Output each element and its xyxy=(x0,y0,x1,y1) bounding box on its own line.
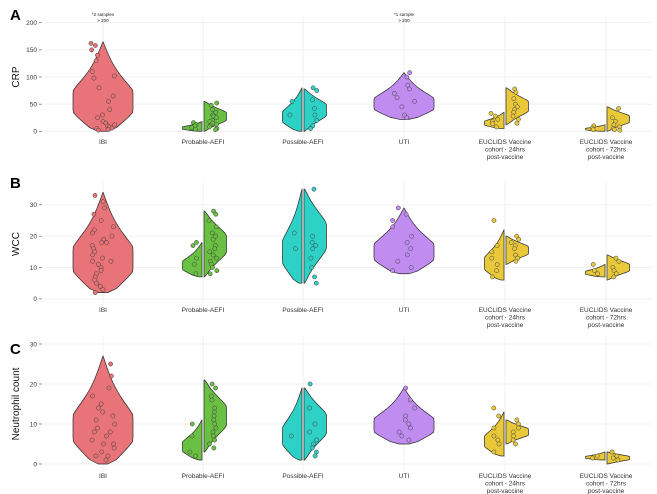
x-tick-label: IBI xyxy=(99,139,107,146)
group-annotation: > 200 xyxy=(97,18,109,23)
violin-body xyxy=(374,73,434,120)
data-point xyxy=(93,193,97,197)
violin-group xyxy=(586,106,630,132)
data-point xyxy=(490,256,494,260)
x-tick-label: EUCLIDS Vaccine xyxy=(478,473,532,480)
data-point xyxy=(307,406,311,410)
data-point xyxy=(496,438,500,442)
violin-left-half xyxy=(283,88,303,131)
data-point xyxy=(405,116,409,120)
data-point xyxy=(191,243,195,247)
data-point xyxy=(215,269,219,273)
violin-left-half xyxy=(283,388,303,460)
x-tick-label: cohort - 24hrs xyxy=(484,314,526,322)
data-point xyxy=(497,414,501,418)
data-point xyxy=(106,99,110,103)
violin-group xyxy=(374,206,434,274)
data-point xyxy=(89,41,93,45)
data-point xyxy=(111,442,115,446)
x-tick-label: Possible-AEFI xyxy=(282,139,324,146)
data-point xyxy=(311,234,315,238)
data-point xyxy=(112,74,116,78)
y-axis-label: WCC xyxy=(11,232,22,256)
violin-group xyxy=(283,187,327,285)
group-annotation: *1 sample xyxy=(393,12,415,17)
data-point xyxy=(392,91,396,95)
data-point xyxy=(92,212,96,216)
violin-group xyxy=(283,86,327,132)
data-point xyxy=(514,90,518,94)
x-tick-label: post-vaccine xyxy=(486,322,524,329)
data-point xyxy=(313,113,317,117)
y-tick-label: 20 xyxy=(29,233,37,241)
data-point xyxy=(102,206,106,210)
data-point xyxy=(213,128,217,132)
data-point xyxy=(288,113,292,117)
data-point xyxy=(188,450,192,454)
data-point xyxy=(208,250,212,254)
data-point xyxy=(308,382,312,386)
data-point xyxy=(104,434,108,438)
data-point xyxy=(101,287,105,291)
data-point xyxy=(97,406,101,410)
data-point xyxy=(592,269,596,273)
data-point xyxy=(213,422,217,426)
data-point xyxy=(515,121,519,125)
data-point xyxy=(489,111,493,115)
data-point xyxy=(99,218,103,222)
x-tick-label: post-vaccine xyxy=(486,488,524,494)
data-point xyxy=(396,259,400,263)
data-point xyxy=(290,99,294,103)
data-point xyxy=(312,275,316,279)
data-point xyxy=(92,430,96,434)
data-point xyxy=(492,434,496,438)
x-tick-label: Possible-AEFI xyxy=(282,473,324,480)
data-point xyxy=(293,247,297,251)
data-point xyxy=(591,262,595,266)
data-point xyxy=(495,243,499,247)
data-point xyxy=(90,438,94,442)
data-point xyxy=(310,98,314,102)
data-point xyxy=(190,434,194,438)
data-point xyxy=(308,126,312,130)
data-point xyxy=(209,394,213,398)
data-point xyxy=(310,240,314,244)
data-point xyxy=(111,94,115,98)
data-point xyxy=(213,406,217,410)
data-point xyxy=(490,250,494,254)
y-tick-label: 30 xyxy=(29,202,37,210)
data-point xyxy=(211,430,215,434)
data-point xyxy=(107,386,111,390)
y-axis-label: Neutrophil count xyxy=(11,367,22,441)
data-point xyxy=(400,105,404,109)
data-point xyxy=(408,71,412,75)
data-point xyxy=(618,128,622,132)
data-point xyxy=(193,127,197,131)
data-point xyxy=(617,259,621,263)
data-point xyxy=(310,446,314,450)
data-point xyxy=(189,125,193,129)
data-point xyxy=(214,123,218,127)
x-tick-label: post-vaccine xyxy=(587,488,625,494)
data-point xyxy=(497,442,501,446)
data-point xyxy=(495,269,499,273)
panel-C xyxy=(10,336,652,494)
data-point xyxy=(194,240,198,244)
data-point xyxy=(193,454,197,458)
violin-group xyxy=(586,450,630,464)
data-point xyxy=(511,114,515,118)
violin-body xyxy=(73,42,133,132)
x-tick-label: EUCLIDS Vaccine xyxy=(579,307,633,314)
data-point xyxy=(94,418,98,422)
data-point xyxy=(310,265,314,269)
y-tick-label: 10 xyxy=(29,421,37,429)
x-tick-label: Possible-AEFI xyxy=(282,307,324,314)
data-point xyxy=(208,272,212,276)
data-point xyxy=(93,290,97,294)
data-point xyxy=(409,265,413,269)
group-annotation: > 200 xyxy=(398,18,410,23)
violin-group xyxy=(374,386,434,444)
data-point xyxy=(90,48,94,52)
data-point xyxy=(211,237,215,241)
y-tick-label: 20 xyxy=(29,381,37,389)
data-point xyxy=(314,450,318,454)
data-point xyxy=(108,107,112,111)
data-point xyxy=(314,281,318,285)
violin-right-half xyxy=(304,189,327,283)
data-point xyxy=(610,450,614,454)
data-point xyxy=(95,53,99,57)
data-point xyxy=(92,76,96,80)
data-point xyxy=(315,438,319,442)
data-point xyxy=(513,442,517,446)
data-point xyxy=(210,265,214,269)
data-point xyxy=(95,426,99,430)
panel-B xyxy=(10,175,652,329)
data-point xyxy=(596,272,600,276)
data-point xyxy=(101,410,105,414)
violin-group xyxy=(485,218,529,280)
data-point xyxy=(207,218,211,222)
x-tick-label: UTI xyxy=(398,473,410,480)
data-point xyxy=(109,374,113,378)
violin-group xyxy=(183,209,227,277)
x-tick-label: EUCLIDS Vaccine xyxy=(579,473,633,480)
data-point xyxy=(207,442,211,446)
data-point xyxy=(106,128,110,132)
data-point xyxy=(590,456,594,460)
violin-group xyxy=(183,101,227,132)
data-point xyxy=(214,426,218,430)
data-point xyxy=(315,88,319,92)
data-point xyxy=(391,269,395,273)
data-point xyxy=(311,247,315,251)
violin-group xyxy=(485,406,529,456)
data-point xyxy=(313,422,317,426)
data-point xyxy=(410,234,414,238)
data-point xyxy=(612,123,616,127)
data-point xyxy=(612,275,616,279)
y-axis-label: CRP xyxy=(11,66,22,88)
data-point xyxy=(211,434,215,438)
y-tick-label: 0 xyxy=(33,128,37,136)
data-point xyxy=(100,450,104,454)
data-point xyxy=(492,426,496,430)
data-point xyxy=(397,430,401,434)
data-point xyxy=(108,430,112,434)
y-tick-label: 100 xyxy=(26,74,37,82)
data-point xyxy=(210,231,214,235)
data-point xyxy=(404,414,408,418)
data-point xyxy=(509,240,513,244)
data-point xyxy=(289,434,293,438)
data-point xyxy=(313,454,317,458)
y-tick-label: 30 xyxy=(29,341,37,349)
data-point xyxy=(311,86,315,90)
x-tick-label: Probable-AEFI xyxy=(181,473,225,480)
data-point xyxy=(405,75,409,79)
data-point xyxy=(516,422,520,426)
data-point xyxy=(210,382,214,386)
x-tick-label: IBI xyxy=(99,307,107,314)
data-point xyxy=(101,200,105,204)
data-point xyxy=(211,253,215,257)
data-point xyxy=(100,113,104,117)
data-point xyxy=(95,281,99,285)
data-point xyxy=(101,442,105,446)
data-point xyxy=(395,96,399,100)
data-point xyxy=(90,253,94,257)
data-point xyxy=(413,406,417,410)
violin-group xyxy=(73,356,133,464)
data-point xyxy=(96,128,100,132)
x-tick-label: Probable-AEFI xyxy=(181,139,225,146)
data-point xyxy=(212,446,216,450)
y-tick-label: 50 xyxy=(29,101,37,109)
panel-letter: A xyxy=(10,7,21,24)
data-point xyxy=(214,225,218,229)
y-tick-label: 0 xyxy=(33,296,37,304)
data-point xyxy=(407,438,411,442)
data-point xyxy=(610,116,614,120)
data-point xyxy=(111,225,115,229)
data-point xyxy=(93,43,97,47)
data-point xyxy=(110,126,114,130)
data-point xyxy=(94,59,98,63)
data-point xyxy=(194,272,198,276)
x-tick-label: cohort - 24hrs xyxy=(484,480,526,488)
data-point xyxy=(312,106,316,110)
violin-group xyxy=(183,380,227,460)
data-point xyxy=(511,434,515,438)
data-point xyxy=(492,450,496,454)
data-point xyxy=(511,430,515,434)
data-point xyxy=(405,253,409,257)
violin-body xyxy=(374,208,434,274)
x-tick-label: cohort - 72hrs xyxy=(585,314,627,322)
x-tick-label: post-vaccine xyxy=(486,154,524,161)
data-point xyxy=(100,240,104,244)
data-point xyxy=(512,110,516,114)
data-point xyxy=(111,414,115,418)
data-point xyxy=(97,86,101,90)
data-point xyxy=(514,259,518,263)
data-point xyxy=(391,225,395,229)
data-point xyxy=(108,362,112,366)
violin-left-half xyxy=(283,189,303,283)
data-point xyxy=(213,438,217,442)
data-point xyxy=(212,414,216,418)
data-point xyxy=(94,454,98,458)
y-tick-label: 0 xyxy=(33,461,37,469)
data-point xyxy=(490,275,494,279)
data-point xyxy=(90,69,94,73)
data-point xyxy=(308,430,312,434)
data-point xyxy=(390,218,394,222)
x-tick-label: EUCLIDS Vaccine xyxy=(478,307,532,314)
data-point xyxy=(90,394,94,398)
data-point xyxy=(492,218,496,222)
data-point xyxy=(214,212,218,216)
data-point xyxy=(100,256,104,260)
data-point xyxy=(612,128,616,132)
data-point xyxy=(512,97,516,101)
y-tick-label: 10 xyxy=(29,264,37,272)
data-point xyxy=(491,122,495,126)
data-point xyxy=(408,426,412,430)
data-point xyxy=(110,234,114,238)
data-point xyxy=(512,247,516,251)
data-point xyxy=(616,106,620,110)
data-point xyxy=(192,262,196,266)
data-point xyxy=(396,206,400,210)
data-point xyxy=(214,256,218,260)
data-point xyxy=(207,125,211,129)
data-point xyxy=(496,117,500,121)
data-point xyxy=(517,237,521,241)
data-point xyxy=(214,116,218,120)
y-tick-label: 150 xyxy=(26,47,37,55)
x-tick-label: cohort - 24hrs xyxy=(484,146,526,154)
x-tick-label: cohort - 72hrs xyxy=(585,480,627,488)
panel-letter: B xyxy=(10,175,21,192)
x-tick-label: post-vaccine xyxy=(587,322,625,329)
data-point xyxy=(400,434,404,438)
data-point xyxy=(213,247,217,251)
data-point xyxy=(91,259,95,263)
data-point xyxy=(190,422,194,426)
group-annotation: *2 samples xyxy=(91,12,115,17)
data-point xyxy=(209,103,213,107)
x-tick-label: UTI xyxy=(398,307,410,314)
data-point xyxy=(113,422,117,426)
data-point xyxy=(215,101,219,105)
x-tick-label: EUCLIDS Vaccine xyxy=(579,139,633,146)
data-point xyxy=(611,456,615,460)
violin-group xyxy=(283,382,327,460)
violin-group xyxy=(485,87,529,129)
x-tick-label: post-vaccine xyxy=(587,154,625,161)
data-point xyxy=(311,442,315,446)
data-point xyxy=(104,458,108,462)
data-point xyxy=(405,240,409,244)
violin-right-half xyxy=(607,255,630,280)
data-point xyxy=(210,398,214,402)
y-tick-label: 200 xyxy=(26,20,37,28)
data-point xyxy=(96,116,100,120)
panel-A xyxy=(10,7,652,161)
x-tick-label: EUCLIDS Vaccine xyxy=(478,139,532,146)
x-tick-label: IBI xyxy=(99,473,107,480)
data-point xyxy=(104,240,108,244)
data-point xyxy=(494,125,498,129)
violin-group xyxy=(73,192,133,294)
x-tick-label: cohort - 72hrs xyxy=(585,146,627,154)
data-point xyxy=(408,398,412,402)
data-point xyxy=(404,212,408,216)
data-point xyxy=(109,259,113,263)
data-point xyxy=(515,418,519,422)
data-point xyxy=(407,422,411,426)
data-point xyxy=(492,406,496,410)
data-point xyxy=(591,128,595,132)
data-point xyxy=(413,99,417,103)
x-tick-label: Probable-AEFI xyxy=(181,307,225,314)
data-point xyxy=(404,386,408,390)
data-point xyxy=(194,256,198,260)
data-point xyxy=(407,87,411,91)
data-point xyxy=(309,256,313,260)
data-point xyxy=(99,402,103,406)
data-point xyxy=(312,187,316,191)
violin-left-half xyxy=(485,230,505,280)
data-point xyxy=(516,426,520,430)
data-point xyxy=(212,418,216,422)
data-point xyxy=(616,458,620,462)
data-point xyxy=(511,438,515,442)
data-point xyxy=(292,231,296,235)
data-point xyxy=(595,454,599,458)
data-point xyxy=(495,262,499,266)
data-point xyxy=(99,269,103,273)
data-point xyxy=(409,247,413,251)
data-point xyxy=(212,410,216,414)
data-point xyxy=(112,446,116,450)
data-point xyxy=(315,118,319,122)
data-point xyxy=(213,386,217,390)
x-tick-label: UTI xyxy=(398,139,410,146)
panel-letter: C xyxy=(10,341,21,358)
data-point xyxy=(403,418,407,422)
data-point xyxy=(90,231,94,235)
data-point xyxy=(106,454,110,458)
